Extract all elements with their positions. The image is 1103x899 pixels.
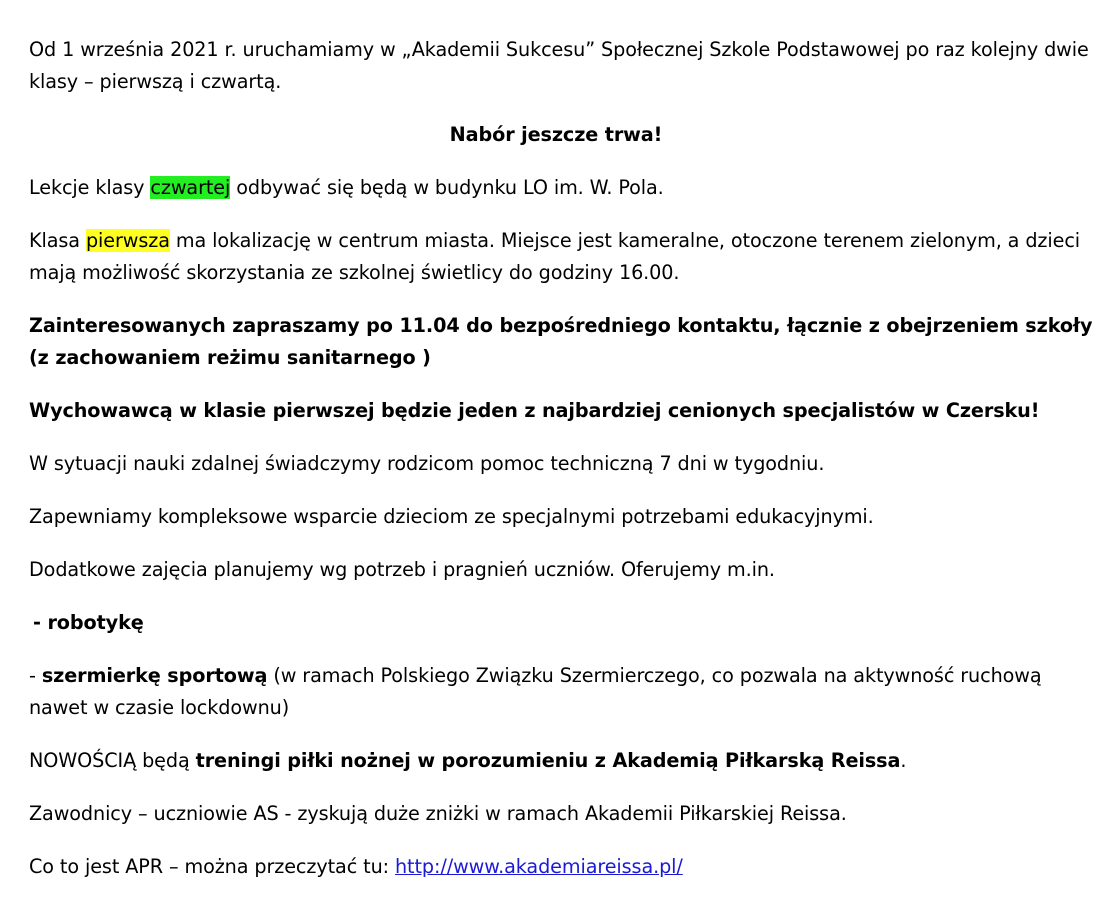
robotics-text: - robotykę	[33, 611, 144, 634]
remote-support-paragraph	[29, 448, 1093, 480]
first-class-text-before: Klasa	[29, 229, 86, 252]
invitation-text: Zainteresowanych zapraszamy po 11.04 do bezpośredniego kontaktu, łącznie z obejrzeniem szkoły (z zachowaniem reżimu sanitarnego )	[29, 314, 1093, 369]
fencing-item	[29, 660, 1093, 724]
discounts-paragraph	[29, 798, 1093, 830]
fourth-class-paragraph	[29, 172, 1093, 204]
intro-text: Od 1 września 2021 r. uruchamiamy w „Akademii Sukcesu” Społecznej Szkole Podstawowej po raz kolejny dwie klasy – pierwszą i czwartą.	[29, 38, 1089, 93]
intro-paragraph	[29, 34, 1093, 98]
apr-paragraph	[29, 851, 1093, 883]
fourth-class-highlight: czwartej	[150, 176, 231, 199]
extra-classes-paragraph	[29, 554, 1093, 586]
robotics-item	[29, 607, 1093, 639]
first-class-paragraph	[29, 225, 1093, 289]
akademia-reissa-link[interactable]: http://www.akademiareissa.pl/	[395, 855, 683, 878]
discounts-text: Zawodnicy – uczniowie AS - zyskują duże zniżki w ramach Akademii Piłkarskiej Reissa.	[29, 802, 847, 825]
football-text-before: NOWOŚCIĄ będą	[29, 749, 196, 772]
remote-support-text: W sytuacji nauki zdalnej świadczymy rodzicom pomoc techniczną 7 dni w tygodniu.	[29, 452, 825, 475]
recruitment-heading-text: Nabór jeszcze trwa!	[449, 123, 663, 146]
fencing-text-after: (w ramach Polskiego Związku Szermierczego, co pozwala na aktywność ruchową nawet w czasie lockdownu)	[29, 664, 1042, 719]
special-needs-text: Zapewniamy kompleksowe wsparcie dzieciom ze specjalnymi potrzebami edukacyjnymi.	[29, 505, 874, 528]
teacher-text: Wychowawcą w klasie pierwszej będzie jeden z najbardziej cenionych specjalistów w Czersku!	[29, 399, 1040, 422]
invitation-paragraph	[29, 310, 1093, 374]
fencing-dash: -	[29, 664, 42, 687]
special-needs-paragraph	[29, 501, 1093, 533]
fencing-bold: szermierkę sportową	[41, 664, 268, 687]
fourth-class-text-before: Lekcje klasy	[29, 176, 151, 199]
first-class-highlight: pierwsza	[85, 229, 170, 252]
extra-classes-text: Dodatkowe zajęcia planujemy wg potrzeb i pragnień uczniów. Oferujemy m.in.	[29, 558, 775, 581]
football-text-after: .	[900, 749, 907, 772]
football-paragraph	[29, 745, 1093, 777]
teacher-paragraph	[29, 395, 1093, 427]
apr-text-before: Co to jest APR – można przeczytać tu:	[29, 855, 395, 878]
fourth-class-text-after: odbywać się będą w budynku LO im. W. Pola.	[230, 176, 664, 199]
first-class-text-after: ma lokalizację w centrum miasta. Miejsce jest kameralne, otoczone terenem zielonym, a dzieci mają możliwość skorzystania ze szkolnej świetlicy do godziny 16.00.	[29, 229, 1081, 284]
recruitment-heading	[19, 119, 1093, 151]
football-bold: treningi piłki nożnej w porozumieniu z Akademią Piłkarską Reissa	[195, 749, 901, 772]
